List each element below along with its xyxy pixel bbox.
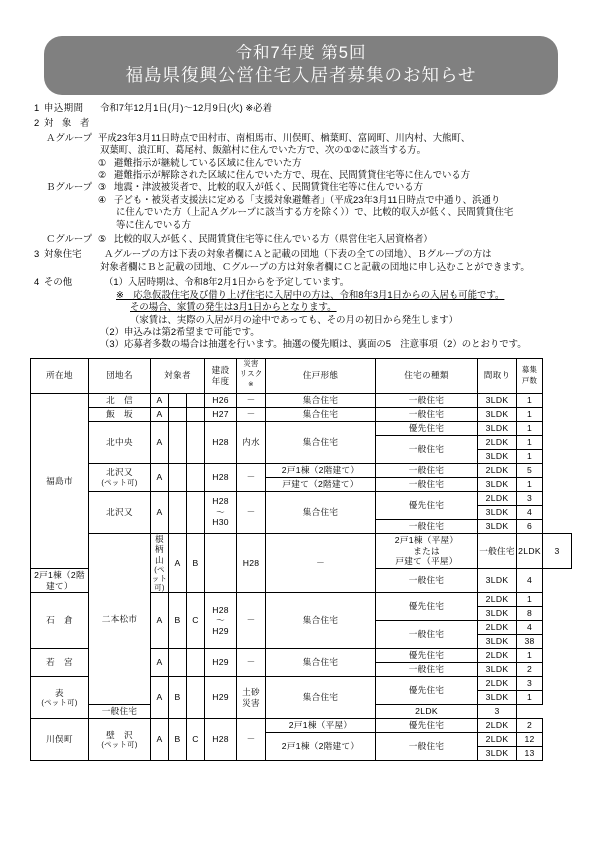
- section-eligible-persons: [30, 117, 572, 129]
- cell-target-group-1: A: [151, 677, 169, 719]
- cell-target-group-3: [187, 677, 205, 719]
- cell-disaster-risk: －: [237, 393, 266, 407]
- cell-construction-year: H28: [237, 533, 266, 593]
- cell-units: 1: [517, 691, 543, 705]
- other-item-1: （1）入居時期は、令和8年2月1日からを予定しています。: [104, 276, 350, 288]
- group-c-item-5-marker: ⑤: [98, 233, 107, 245]
- cell-dwelling-form: 集合住宅: [266, 649, 376, 677]
- cell-complex-name: [89, 393, 151, 407]
- complex-name-text: 若 宮: [46, 657, 73, 668]
- section-4-label: その他: [44, 276, 73, 288]
- cell-layout: 3LDK: [478, 477, 517, 491]
- target-housing-line1: Ａグループの方は下表の対象者欄にＡと記載の団地（下表の全ての団地）、Ｂグループの方は: [104, 248, 492, 260]
- complex-pet-allowed-note: (ペット可): [151, 565, 168, 593]
- cell-layout: 2LDK: [478, 649, 517, 663]
- header-construction-year-line1: 建設: [211, 365, 230, 376]
- complex-name-text: 北中央: [106, 436, 133, 447]
- cell-layout: 2LDK: [517, 533, 543, 568]
- other-item-2: （2）申込みは第2希望まで可能です。: [100, 325, 260, 337]
- cell-target-group-2: [169, 407, 187, 421]
- cell-housing-type: 一般住宅: [376, 477, 478, 491]
- table-row: [31, 719, 572, 733]
- header-disaster-risk-line2: リスク※: [239, 369, 263, 388]
- section-3-label: 対象住宅: [44, 248, 82, 260]
- section-3-number: 3: [34, 248, 40, 260]
- header-layout: 間取り: [478, 358, 517, 393]
- cell-target-group-2: [169, 421, 187, 463]
- cell-layout: 2LDK: [478, 593, 517, 607]
- cell-layout: 3LDK: [478, 449, 517, 463]
- group-b-item-3: [30, 181, 572, 193]
- cell-construction-year: H28: [205, 719, 237, 761]
- cell-construction-year: H29: [205, 677, 237, 719]
- section-application-period: [30, 102, 572, 114]
- cell-units: 4: [517, 505, 543, 519]
- cell-layout: 2LDK: [478, 621, 517, 635]
- cell-disaster-risk: －: [237, 719, 266, 761]
- section-target-housing: [30, 248, 572, 260]
- cell-layout: 2LDK: [478, 733, 517, 747]
- cell-layout: 2LDK: [478, 463, 517, 477]
- cell-layout: 2LDK: [376, 705, 478, 719]
- group-a-lead: 平成23年3月11日時点で田村市、南相馬市、川俣町、楢葉町、富岡町、川内村、大熊町、: [98, 131, 471, 143]
- cell-housing-type: 優先住宅: [376, 649, 478, 663]
- cell-units: 5: [517, 463, 543, 477]
- group-a-item-2: [30, 169, 572, 181]
- cell-housing-type: 優先住宅: [376, 677, 478, 705]
- cell-dwelling-form: 集合住宅: [266, 593, 376, 649]
- header-location: 所在地: [31, 358, 89, 393]
- cell-target-group-3: [187, 649, 205, 677]
- cell-location: 二本松市: [89, 533, 151, 705]
- cell-target-group-1: A: [151, 407, 169, 421]
- cell-target-group-1: A: [151, 421, 169, 463]
- cell-disaster-risk: －: [237, 593, 266, 649]
- group-a-label: Ａグループ: [46, 131, 93, 143]
- cell-target-group-3: C: [187, 719, 205, 761]
- cell-units: 1: [517, 649, 543, 663]
- complex-pet-allowed-note: (ペット可): [101, 477, 138, 487]
- cell-layout: 3LDK: [478, 519, 517, 533]
- header-disaster-risk: [237, 358, 266, 393]
- cell-construction-year: H28: [205, 421, 237, 463]
- group-b-item-3-text: 地震・津波被災者で、比較的収入が低く、民間賃貸住宅等に住んでいる方: [114, 181, 424, 193]
- cell-disaster-risk: －: [237, 407, 266, 421]
- cell-target-group-3: C: [187, 593, 205, 649]
- cell-units: 1: [517, 393, 543, 407]
- cell-layout: 3LDK: [478, 691, 517, 705]
- cell-location: 川俣町: [31, 719, 89, 761]
- group-a-item-1-marker: ①: [98, 156, 107, 168]
- cell-complex-name: [89, 719, 151, 761]
- table-body: [31, 393, 572, 761]
- cell-target-group-2: B: [169, 677, 187, 719]
- cell-disaster-risk: －: [266, 533, 376, 593]
- cell-complex-name: [151, 533, 169, 593]
- group-b-item-4: [30, 194, 572, 206]
- cell-target-group-1: A: [151, 491, 169, 533]
- group-a-lead-cont: 双葉町、浪江町、葛尾村、飯舘村に住んでいた方で、次の①②に該当する方。: [100, 144, 426, 156]
- cell-target-group-2: [169, 491, 187, 533]
- cell-units: 12: [517, 733, 543, 747]
- header-construction-year: [205, 358, 237, 393]
- cell-layout: 2LDK: [478, 435, 517, 449]
- header-risk-asterisk: ※: [248, 380, 254, 388]
- cell-complex-name: [31, 649, 89, 677]
- cell-disaster-risk: 内水: [237, 421, 266, 463]
- cell-target-group-3: [187, 463, 205, 491]
- cell-target-group-2: [169, 463, 187, 491]
- section-1-number: 1: [34, 102, 40, 113]
- cell-dwelling-form: 集合住宅: [266, 421, 376, 463]
- cell-layout: 3LDK: [478, 421, 517, 435]
- group-b-item-4-marker: ④: [98, 193, 107, 205]
- group-a-item-2-marker: ②: [98, 169, 107, 181]
- cell-housing-type: 一般住宅: [376, 407, 478, 421]
- cell-target-group-1: A: [151, 393, 169, 407]
- header-complex-name: 団地名: [89, 358, 151, 393]
- cell-complex-name: [31, 593, 89, 649]
- complex-name-text: 表: [55, 687, 64, 698]
- complex-name-text: 壁 沢: [106, 729, 133, 740]
- cell-complex-name: [89, 491, 151, 533]
- cell-layout: 3LDK: [478, 747, 517, 761]
- cell-units: 2: [517, 719, 543, 733]
- cell-units: 1: [517, 593, 543, 607]
- cell-units: 2: [517, 663, 543, 677]
- complex-pet-allowed-note: (ペット可): [101, 740, 138, 750]
- cell-disaster-risk: －: [237, 649, 266, 677]
- cell-complex-name: [31, 677, 89, 719]
- table-header-row: [31, 358, 572, 393]
- section-1-label: 申込期間: [44, 102, 84, 113]
- group-a-item-1: [30, 157, 572, 169]
- complex-name-text: 飯 坂: [106, 408, 133, 419]
- cell-disaster-risk: －: [237, 491, 266, 533]
- table-row: [31, 491, 572, 505]
- cell-target-group-3: [187, 407, 205, 421]
- cell-units: 3: [517, 491, 543, 505]
- cell-units: 1: [517, 477, 543, 491]
- cell-target-group-3: [187, 491, 205, 533]
- cell-housing-type: 優先住宅: [376, 421, 478, 435]
- group-a-block: [30, 132, 572, 144]
- other-item-1-note-2: その場合、家賃の発生は3月1日からとなります。: [130, 301, 337, 313]
- cell-target-group-2: [169, 649, 187, 677]
- cell-housing-type: 一般住宅: [376, 393, 478, 407]
- header-units: [517, 358, 543, 393]
- other-item-3: （3）応募者多数の場合は抽選を行います。抽選の優先順は、裏面の5 注意事項（2）のとおりです。: [100, 338, 527, 350]
- cell-housing-type: 一般住宅: [376, 663, 478, 677]
- cell-dwelling-form: 2戸1棟（2階建て）: [266, 463, 376, 477]
- cell-target-group-3: [187, 421, 205, 463]
- cell-target-group-1: A: [151, 719, 169, 761]
- cell-units: 8: [517, 607, 543, 621]
- cell-units: 3: [478, 705, 517, 719]
- group-c-item-5-text: 比較的収入が低く、民間賃貸住宅等に住んでいる方（県営住宅入居資格者）: [114, 233, 433, 245]
- cell-layout: 3LDK: [478, 607, 517, 621]
- cell-disaster-risk: 土砂 災害: [237, 677, 266, 719]
- cell-target-group-1: A: [169, 533, 187, 593]
- cell-construction-year: H27: [205, 407, 237, 421]
- cell-housing-type: 一般住宅: [376, 569, 478, 593]
- section-2-number: 2: [34, 117, 40, 129]
- cell-layout: 3LDK: [478, 569, 517, 593]
- cell-housing-type: 一般住宅: [376, 733, 478, 761]
- cell-layout: 3LDK: [478, 407, 517, 421]
- cell-target-group-3: [187, 393, 205, 407]
- cell-units: 13: [517, 747, 543, 761]
- cell-housing-type: 一般住宅: [89, 705, 151, 719]
- cell-dwelling-form: 2戸1棟（2階建て）: [266, 733, 376, 761]
- cell-complex-name: [89, 407, 151, 421]
- cell-complex-name: [89, 421, 151, 463]
- cell-units: 4: [517, 569, 543, 593]
- cell-construction-year: H28: [205, 463, 237, 491]
- group-b-label: Ｂグループ: [46, 181, 93, 193]
- cell-complex-name: [89, 463, 151, 491]
- title-banner: [44, 36, 558, 95]
- group-c-label: Ｃグループ: [46, 233, 93, 245]
- cell-layout: 3LDK: [478, 663, 517, 677]
- section-4-number: 4: [34, 276, 40, 288]
- cell-target-group-1: A: [151, 463, 169, 491]
- header-housing-type: 住宅の種類: [376, 358, 478, 393]
- complex-name-text: 北沢又: [106, 467, 133, 478]
- cell-dwelling-form: 2戸1棟（平屋） または 戸建て（平屋）: [376, 533, 478, 568]
- housing-table: [30, 358, 572, 761]
- cell-target-group-3: [205, 533, 237, 593]
- cell-units: 6: [517, 519, 543, 533]
- cell-housing-type: 一般住宅: [376, 435, 478, 463]
- table-row: [31, 393, 572, 407]
- group-b-item-4-cont1: に住んでいた方（上記Ａグループに該当する方を除く））で、比較的収入が低く、民間賃貸住宅: [116, 206, 514, 218]
- group-b-item-3-marker: ③: [98, 181, 107, 193]
- header-dwelling-form: 住戸形態: [266, 358, 376, 393]
- cell-layout: 3LDK: [478, 393, 517, 407]
- cell-construction-year: H26: [205, 393, 237, 407]
- cell-housing-type: 優先住宅: [376, 719, 478, 733]
- table-row: [31, 407, 572, 421]
- section-other: [30, 276, 572, 288]
- cell-units: 3: [543, 533, 572, 568]
- cell-dwelling-form: 集合住宅: [266, 677, 376, 719]
- other-item-1-note-3: （家賃は、実際の入居が月の途中であっても、その月の初日から発生します）: [130, 313, 459, 325]
- cell-dwelling-form: 集合住宅: [266, 393, 376, 407]
- cell-disaster-risk: －: [237, 463, 266, 491]
- cell-housing-type: 一般住宅: [376, 463, 478, 477]
- cell-target-group-2: B: [169, 719, 187, 761]
- cell-layout: 2LDK: [478, 719, 517, 733]
- cell-dwelling-form: 戸建て（2階建て）: [266, 477, 376, 491]
- complex-name-text: 根柄山: [155, 533, 164, 565]
- group-b-item-4-text: 子ども・被災者支援法に定める「支援対象避難者」（平成23年3月11日時点で中通り、浜通り: [114, 193, 501, 205]
- cell-layout: 3LDK: [478, 635, 517, 649]
- cell-construction-year: H29: [205, 649, 237, 677]
- table-row: [31, 463, 572, 477]
- section-2-label: 対 象 者: [44, 117, 93, 129]
- cell-target-group-1: A: [151, 593, 169, 649]
- cell-layout: 2LDK: [478, 677, 517, 691]
- other-item-1-note-1: ※ 応急仮設住宅及び借り上げ住宅に入居中の方は、令和8年3月1日からの入居も可能です。: [116, 288, 505, 300]
- cell-layout: 3LDK: [478, 505, 517, 519]
- cell-housing-type: 優先住宅: [376, 593, 478, 621]
- application-period-value: 令和7年12月1日(月)～12月9日(火) ※必着: [100, 102, 272, 113]
- header-disaster-risk-line1: 災害: [243, 358, 259, 368]
- cell-construction-year: H28 ～ H30: [205, 491, 237, 533]
- cell-layout: 2LDK: [478, 491, 517, 505]
- header-construction-year-line2: 年度: [211, 375, 230, 386]
- complex-name-text: 石 倉: [46, 615, 73, 626]
- cell-target-group-2: B: [187, 533, 205, 593]
- table-row: [31, 533, 572, 568]
- group-a-item-1-text: 避難指示が継続している区域に住んでいた方: [114, 156, 302, 168]
- cell-units: 1: [517, 435, 543, 449]
- cell-dwelling-form: 2戸1棟（2階建て）: [31, 569, 89, 593]
- target-housing-line2: 対象者欄にＢと記載の団地、Ｃグループの方は対象者欄にＣと記載の団地に申し込むことができます。: [100, 260, 530, 272]
- cell-units: 3: [517, 677, 543, 691]
- cell-housing-type: 一般住宅: [376, 621, 478, 649]
- cell-units: 1: [517, 407, 543, 421]
- cell-dwelling-form: 集合住宅: [266, 407, 376, 421]
- cell-units: 38: [517, 635, 543, 649]
- complex-name-text: 北沢又: [106, 506, 133, 517]
- group-a-item-2-text: 避難指示が解除された区域に住んでいた方で、現在、民間賃貸住宅等に住んでいる方: [114, 169, 471, 181]
- cell-units: 4: [517, 621, 543, 635]
- complex-pet-allowed-note: (ペット可): [41, 698, 78, 708]
- cell-target-group-2: B: [169, 593, 187, 649]
- cell-target-group-1: A: [151, 649, 169, 677]
- table-row: [31, 421, 572, 435]
- cell-construction-year: H28 ～ H29: [205, 593, 237, 649]
- group-b-item-4-cont2: 等に住んでいる方: [116, 218, 192, 230]
- header-units-line2: 戸数: [521, 375, 538, 385]
- cell-units: 1: [517, 449, 543, 463]
- group-c-item-5: [30, 233, 572, 245]
- cell-target-group-2: [169, 393, 187, 407]
- header-target-group: 対象者: [151, 358, 205, 393]
- cell-housing-type: 一般住宅: [376, 519, 478, 533]
- banner-title-line2: 福島県復興公営住宅入居者募集のお知らせ: [125, 65, 477, 85]
- cell-dwelling-form: 2戸1棟（平屋）: [266, 719, 376, 733]
- cell-housing-type: 優先住宅: [376, 491, 478, 519]
- cell-location: 福島市: [31, 393, 89, 568]
- cell-dwelling-form: 集合住宅: [266, 491, 376, 533]
- complex-name-text: 北 信: [106, 394, 133, 405]
- banner-title-line1: 令和7年度 第5回: [235, 44, 367, 62]
- cell-housing-type: 一般住宅: [478, 533, 517, 568]
- cell-units: 1: [517, 421, 543, 435]
- header-units-line1: 募集: [521, 365, 538, 375]
- notice-body: [30, 102, 572, 351]
